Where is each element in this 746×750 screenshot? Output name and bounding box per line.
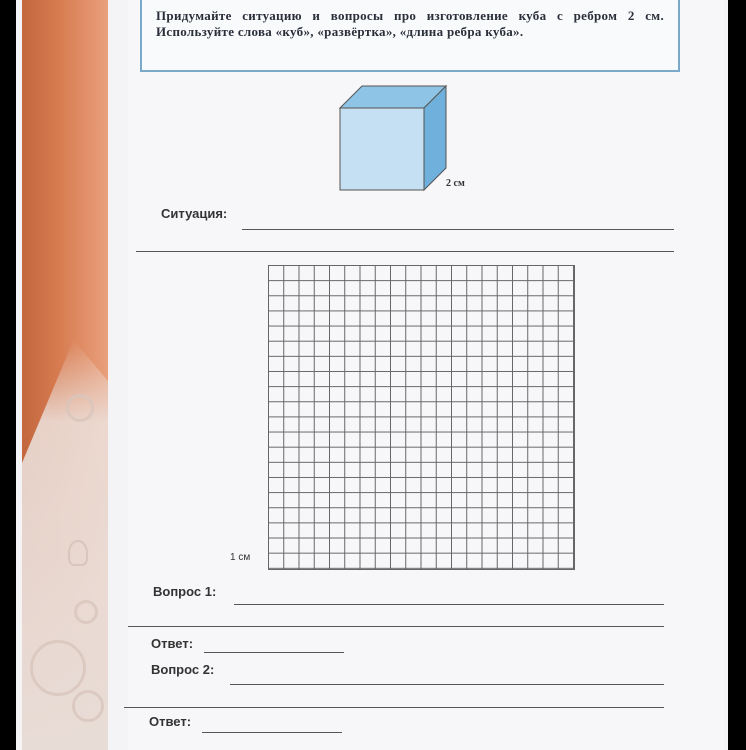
question1-input-line-2[interactable] [128, 626, 664, 627]
question1-input-line[interactable] [234, 604, 664, 605]
cube-edge-label: 2 см [446, 178, 465, 189]
cube-front-face [340, 108, 424, 190]
question2-input-line[interactable] [230, 684, 664, 685]
gear-icon [30, 640, 86, 696]
answer2-label: Ответ: [149, 714, 192, 729]
squared-grid [268, 265, 575, 570]
lightbulb-icon [68, 540, 88, 566]
grid-scale-label: 1 см [230, 552, 251, 563]
answer1-input-line[interactable] [204, 652, 344, 653]
question1-label: Вопрос 1: [153, 584, 217, 599]
gear-icon [72, 690, 104, 722]
cube-illustration [336, 84, 448, 194]
situation-input-line[interactable] [242, 229, 674, 230]
answer2-input-line[interactable] [202, 732, 342, 733]
question2-label: Вопрос 2: [151, 662, 215, 677]
situation-input-line-2[interactable] [136, 251, 674, 252]
situation-label: Ситуация: [161, 206, 228, 221]
gear-icon [66, 394, 94, 422]
question2-input-line-2[interactable] [124, 707, 664, 708]
answer1-label: Ответ: [151, 636, 194, 651]
task-text: Придумайте ситуацию и вопросы про изготовление куба с ребром 2 см. Используйте слова «куб», «развёртка», «длина ребра куба». [156, 8, 664, 39]
book-cover-band [22, 0, 108, 750]
task-box [140, 0, 680, 72]
gear-icon [74, 600, 98, 624]
